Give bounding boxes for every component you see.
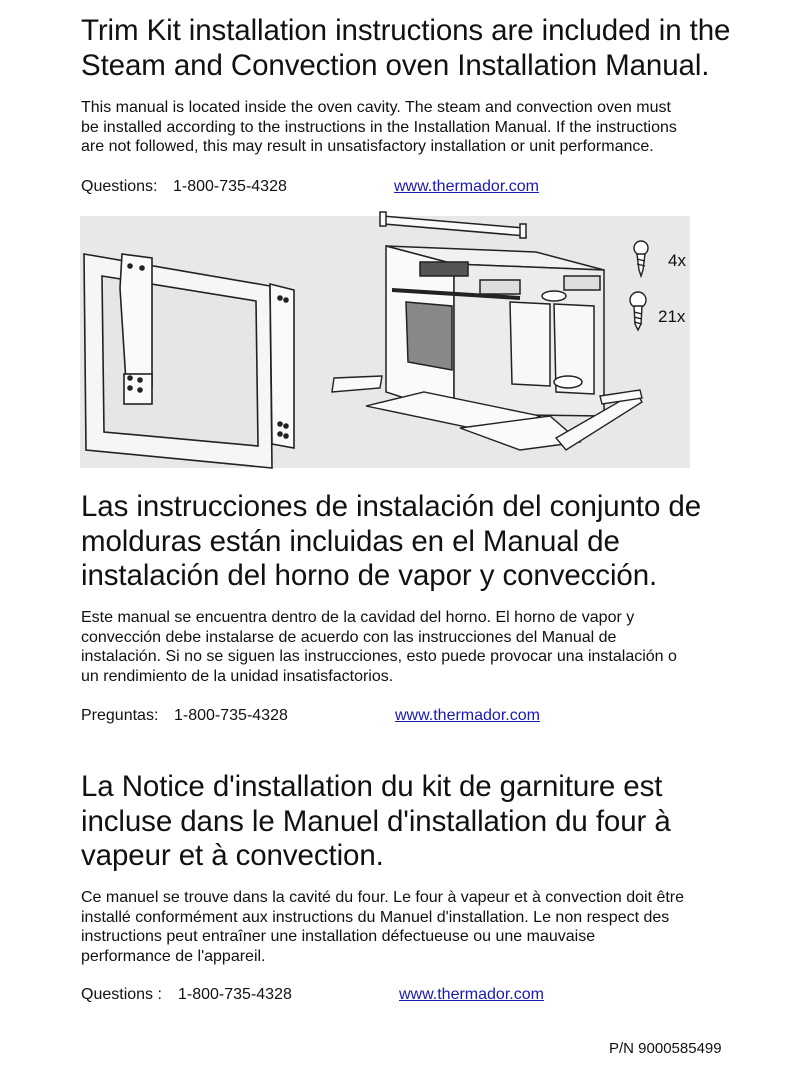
french-body — [81, 888, 741, 966]
body-line: convección debe instalarse de acuerdo con las instrucciones del Manual de — [81, 628, 617, 646]
english-heading — [81, 14, 781, 83]
body-line: instructions peut entraîner une installation défectueuse ou une mauvaise — [81, 928, 596, 945]
english-contact-line — [81, 177, 701, 197]
questions-label: Preguntas: — [81, 707, 159, 724]
website-link[interactable]: www.thermador.com — [394, 178, 539, 195]
questions-label: Questions : — [81, 986, 162, 1003]
body-line: installé conformément aux instructions du Manuel d'installation. Le non respect des — [81, 908, 670, 926]
phone-number: 1-800-735-4328 — [178, 986, 292, 1003]
spanish-heading — [81, 490, 781, 594]
heading-line: instalación del horno de vapor y convección. — [81, 559, 658, 592]
screw-count-large: 21x — [658, 307, 686, 326]
screw-count-small: 4x — [668, 251, 686, 270]
heading-line: Steam and Convection oven Installation Manual. — [81, 48, 710, 82]
body-line: Este manual se encuentra dentro de la cavidad del horno. El horno de vapor y — [81, 609, 635, 626]
english-body — [81, 98, 741, 157]
spanish-contact-line — [81, 706, 701, 726]
body-line: un rendimiento de la unidad insatisfactorios. — [81, 667, 394, 685]
heading-line: La Notice d'installation du kit de garniture est — [81, 770, 663, 803]
heading-line: incluse dans le Manuel d'installation du four à — [81, 804, 671, 838]
heading-line: Las instrucciones de instalación del conjunto de — [81, 490, 702, 523]
part-number: P/N 9000585499 — [609, 1040, 722, 1057]
oven-body — [386, 246, 604, 416]
spanish-body — [81, 608, 741, 686]
french-contact-line — [81, 985, 701, 1005]
trim-kit-diagram — [80, 206, 692, 470]
heading-line: vapeur et à convection. — [81, 839, 384, 872]
body-line: instalación. Si no se siguen las instrucciones, esto puede provocar una instalación o — [81, 648, 677, 665]
trim-frame — [84, 254, 294, 468]
body-line: This manual is located inside the oven cavity. The steam and convection oven must — [81, 99, 671, 116]
phone-number: 1-800-735-4328 — [174, 707, 288, 724]
body-line: are not followed, this may result in unsatisfactory installation or unit performance. — [81, 138, 654, 155]
french-heading — [81, 770, 781, 874]
phone-number: 1-800-735-4328 — [173, 178, 287, 195]
heading-line: Trim Kit installation instructions are included in the — [81, 14, 731, 47]
website-link[interactable]: www.thermador.com — [395, 707, 540, 724]
body-line: performance de l'appareil. — [81, 947, 266, 965]
body-line: Ce manuel se trouve dans la cavité du four. Le four à vapeur et à convection doit être — [81, 889, 685, 906]
heading-line: molduras están incluidas en el Manual de — [81, 524, 620, 558]
questions-label: Questions: — [81, 178, 158, 195]
body-line: be installed according to the instructions in the Installation Manual. If the instructions — [81, 118, 677, 136]
website-link[interactable]: www.thermador.com — [399, 986, 544, 1003]
